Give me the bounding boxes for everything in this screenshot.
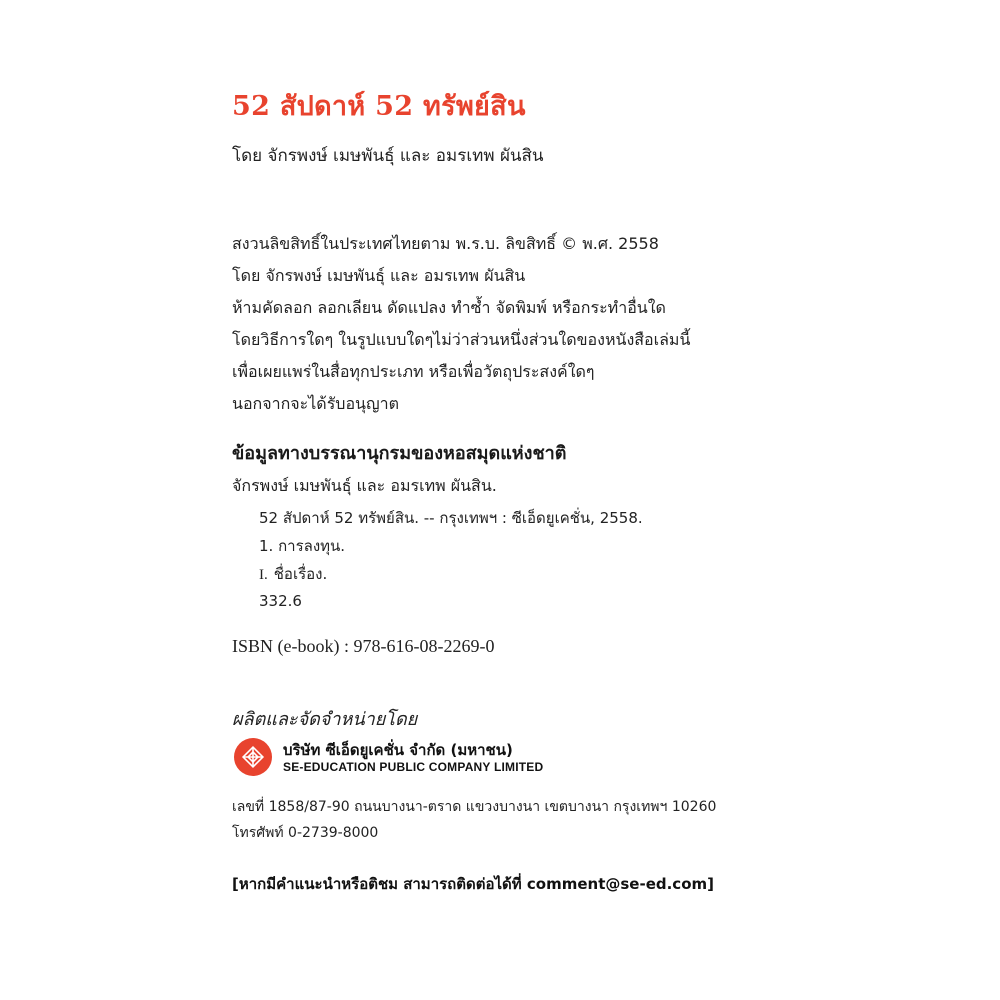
cip-title-entry-text: ชื่อเรื่อง. bbox=[273, 565, 328, 583]
copyright-line: ห้ามคัดลอก ลอกเลียน ดัดแปลง ทำซ้ำ จัดพิมพ์ หรือกระทำอื่นใด bbox=[232, 298, 666, 317]
copyright-line: โดยวิธีการใดๆ ในรูปแบบใดๆไม่ว่าส่วนหนึ่งส่วนใดของหนังสือเล่มนี้ bbox=[232, 330, 691, 349]
cip-author: จักรพงษ์ เมษพันธุ์ และ อมรเทพ ผันสิน. bbox=[232, 476, 497, 495]
se-ed-logo-icon bbox=[234, 738, 272, 776]
copyright-line: นอกจากจะได้รับอนุญาต bbox=[232, 394, 399, 413]
cip-title-entry-numeral: I. bbox=[259, 567, 268, 583]
cip-heading: ข้อมูลทางบรรณานุกรมของหอสมุดแห่งชาติ bbox=[232, 443, 567, 464]
cip-title-entry bbox=[259, 562, 327, 586]
book-title: 52 สัปดาห์ 52 ทรัพย์สิน bbox=[232, 91, 526, 122]
distributor-label: ผลิตและจัดจำหน่ายโดย bbox=[232, 709, 418, 730]
copyright-line: โดย จักรพงษ์ เมษพันธุ์ และ อมรเทพ ผันสิน bbox=[232, 266, 526, 285]
copyright-line: เพื่อเผยแพร่ในสื่อทุกประเภท หรือเพื่อวัตถุประสงค์ใดๆ bbox=[232, 362, 595, 381]
contact-note: [หากมีคำแนะนำหรือติชม สามารถติดต่อได้ที่ comment@se-ed.com] bbox=[232, 875, 714, 893]
isbn: ISBN (e-book) : 978-616-08-2269-0 bbox=[232, 636, 495, 656]
company-name-thai: บริษัท ซีเอ็ดยูเคชั่น จำกัด (มหาชน) bbox=[283, 741, 513, 759]
cip-subject: 1. การลงทุน. bbox=[259, 537, 346, 555]
book-author-line: โดย จักรพงษ์ เมษพันธุ์ และ อมรเทพ ผันสิน bbox=[232, 146, 544, 166]
company-phone: โทรศัพท์ 0-2739-8000 bbox=[232, 825, 379, 841]
cip-classification: 332.6 bbox=[259, 592, 302, 610]
company-name-english: SE-EDUCATION PUBLIC COMPANY LIMITED bbox=[283, 760, 544, 774]
company-address: เลขที่ 1858/87-90 ถนนบางนา-ตราด แขวงบางนา เขตบางนา กรุงเทพฯ 10260 bbox=[232, 799, 717, 815]
cip-publication: 52 สัปดาห์ 52 ทรัพย์สิน. -- กรุงเทพฯ : ซีเอ็ดยูเคชั่น, 2558. bbox=[259, 509, 643, 527]
copyright-line: สงวนลิขสิทธิ์ในประเทศไทยตาม พ.ร.บ. ลิขสิทธิ์ © พ.ศ. 2558 bbox=[232, 234, 659, 253]
